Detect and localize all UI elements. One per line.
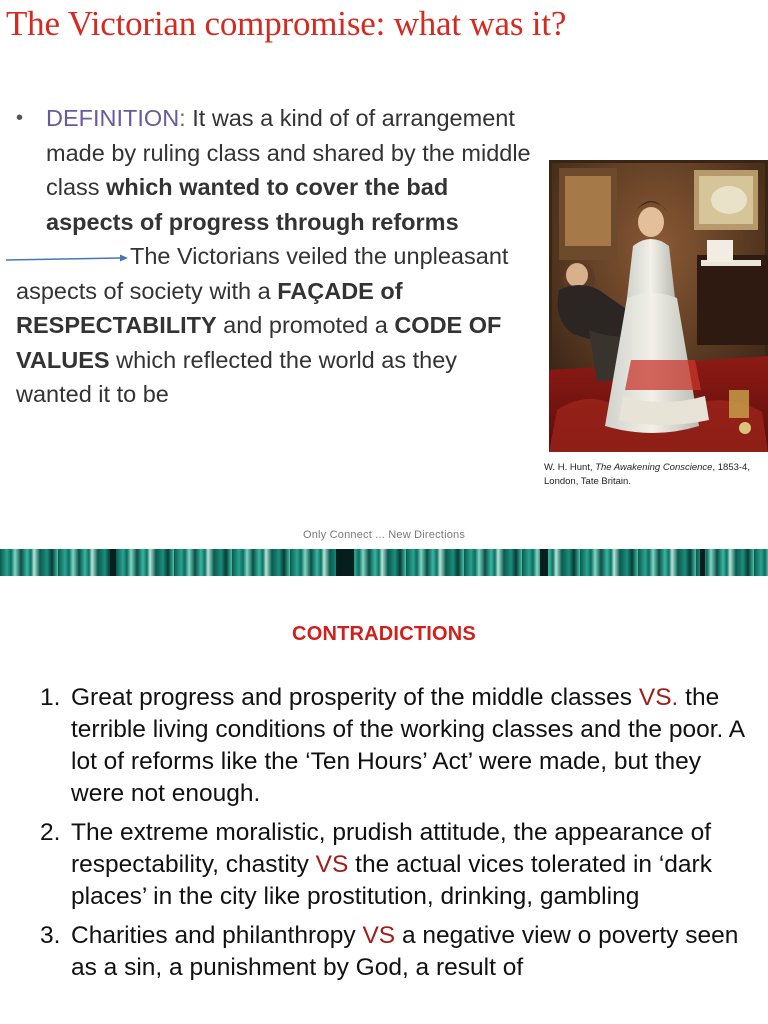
list-item: [40, 817, 760, 913]
item-text-before: The extreme moralistic, prudish attitude, the appearance of respectability, chastity: [71, 819, 712, 878]
item-number: 2.: [40, 819, 61, 846]
paragraph-text-2: and promoted a: [216, 312, 395, 338]
item-text-after: the terrible living conditions of the working classes and the poor. A lot of reforms like the ‘Ten Hours’ Act’ were made, but they were not enough.: [71, 684, 744, 807]
bullet-icon: •: [16, 107, 24, 129]
arrow-icon: [16, 251, 130, 265]
slide-footer: Only Connect ... New Directions: [302, 529, 466, 541]
definition-bullet: [16, 101, 536, 239]
painting-caption: [544, 461, 766, 489]
item-text-after: the actual vices tolerated in ‘dark places’ in the city like prostitution, drinking, gambling: [71, 851, 712, 910]
contradictions-list: [40, 682, 760, 991]
stripe-dark-segment: [110, 549, 116, 576]
definition-text: It was a kind of of arrangement made by ruling class and shared by the middle class: [46, 105, 531, 200]
definition-block: [16, 101, 536, 412]
item-text-before: Great progress and prosperity of the middle classes: [71, 684, 639, 711]
caption-author: W. H. Hunt,: [544, 462, 596, 473]
vs-label: VS: [362, 922, 396, 949]
facade-bold-text: FAÇADE of RESPECTABILITY: [16, 277, 403, 338]
vs-label: VS.: [638, 684, 679, 711]
definition-term: DEFINITION:: [46, 105, 186, 131]
slide-title: The Victorian compromise: what was it?: [6, 4, 567, 43]
paragraph-text-1: The Victorians veiled the unpleasant aspects of society with a: [16, 243, 509, 304]
item-number: 3.: [40, 922, 61, 949]
caption-title: The Awakening Conscience: [595, 462, 713, 473]
paragraph-text-3: which reflected the world as they wanted it to be: [16, 346, 458, 407]
item-text-before: Charities and philanthropy: [71, 922, 363, 949]
list-item: [40, 920, 760, 984]
respectability-paragraph: [16, 239, 536, 412]
vs-label: VS: [315, 851, 349, 878]
contradictions-heading: CONTRADICTIONS: [292, 623, 476, 645]
stripe-dark-segment: [336, 549, 354, 576]
item-text-after: a negative view o poverty seen as a sin, a punishment by God, a result of: [71, 922, 739, 981]
code-of-values-bold-text: CODE OF VALUES: [16, 312, 502, 373]
awakening-conscience-painting: [549, 160, 768, 452]
list-item: [40, 682, 760, 810]
stripe-dark-segment: [540, 549, 548, 576]
definition-bold-text: which wanted to cover the bad aspects of progress through reforms: [46, 174, 459, 235]
stripe-dark-segment: [700, 549, 705, 576]
slide-contradictions: [0, 576, 768, 1024]
caption-details: , 1853-4, London, Tate Britain.: [544, 462, 750, 487]
item-number: 1.: [40, 684, 61, 711]
